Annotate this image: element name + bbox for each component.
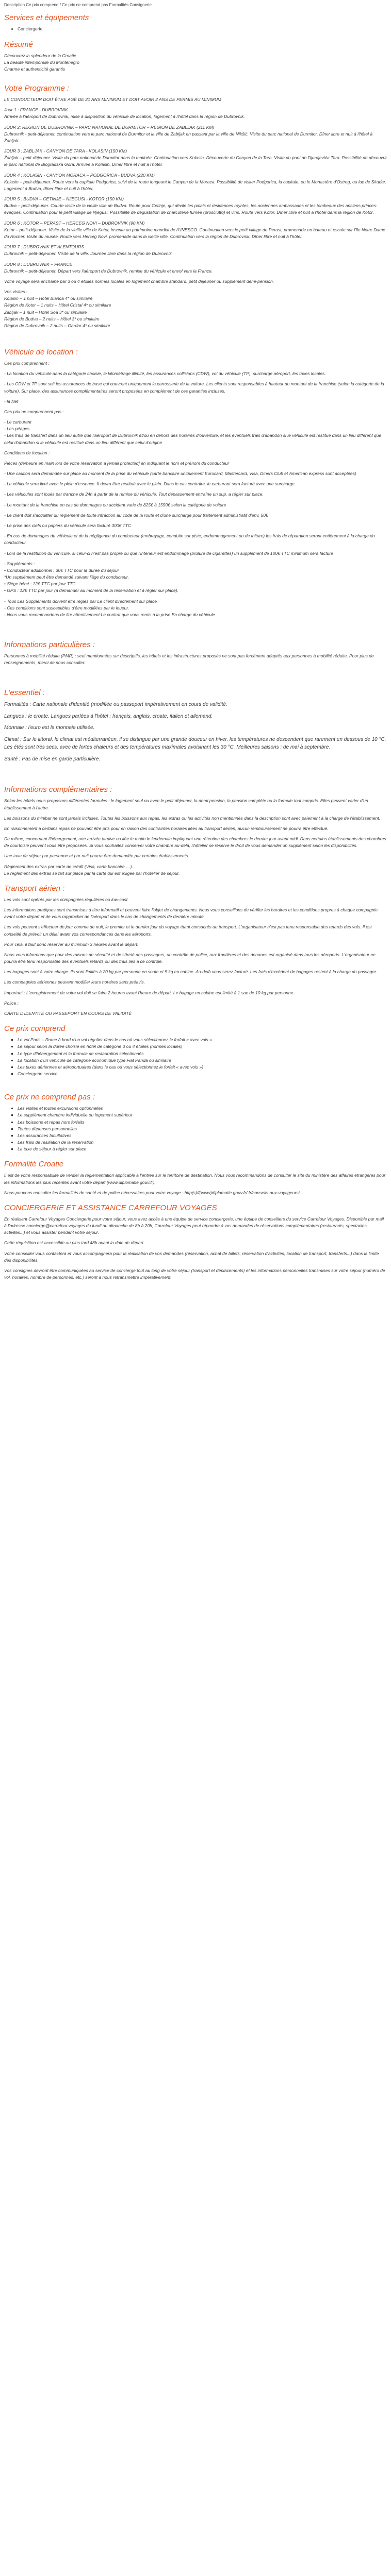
formalities-text: Il est de votre responsabilité de vérifier la réglementation applicable à l'entrée sur le territoire de destination. Nous vous recommandons de consulter le site du ministère des affaires étrangères pour les informations les plus récentes avant votre départ (www.diplomatie.gouv.fr). (4, 1173, 386, 1185)
resume-line: Charme et authenticité garantis (4, 66, 66, 72)
concierge-paragraph: Vos consignes devront être communiquées au service de concierge tout au long de votre séjour (transport et déplacements) et les informations personnelles transmises sur votre séjour (numéro de vol, horaires, nombre de personnes, etc.) seront à nous retransmettre impérativement. (4, 1267, 385, 1280)
complementary-paragraph: En raisonnement à certains repas ne pouvant être pris pour en raison des contraintes horaires liées au transport aérien, aucun remboursement ne pourra être effectué. (4, 825, 329, 831)
essentiel-paragraph: Langues : le croate. Langues parlées à l'hôtel : français, anglais, croate, italien et allemand. (4, 713, 213, 719)
included-item: ▪ Conciergerie service (18, 1071, 387, 1077)
breadcrumb[interactable]: Description Ce prix comprend / Ce prix ne comprend pas Formalités Consignerie (4, 3, 152, 7)
vehicle-paragraph: - la filet (4, 398, 19, 404)
day-heading: JOUR 4 : KOLASIN - CANYON MORACA – PODGORICA - BUDVA (220 KM) (4, 172, 155, 178)
condition-line: - Le client doit s'acquitter du règlement de toute infraction au code de la route et d'une surcharge pour traitement administratif d'env. 50€ (4, 512, 268, 518)
condition-line: - Tous Les Suppléments doivent être réglés par Le client directement sur place. (4, 598, 158, 604)
condition-line: - Lors de la restitution du véhicule, si celui-ci n'est pas propre ou que l'intérieur est endommagé (brûlure de cigarettes) un supplément de 100€ TTC minimum sera facturé (4, 550, 333, 556)
particular-info-title: Informations particulières : (4, 640, 95, 650)
particular-info-text: Personnes à mobilité réduite (PMR) : seul mentionnées sur descriptifs, les hôtels et les infrastructures proposés ne sont pas forcément adaptés aux personnes à mobilité réduite. Pour plus de renseignements, merci de nous consulter. (4, 653, 374, 666)
resume-title: Résumé (4, 40, 33, 49)
not-included-item: ▪ Les boissons et repas hors forfaits (18, 1119, 387, 1126)
essentiel-paragraph: Monnaie : l'euro est la monnaie utilisée. (4, 725, 95, 731)
day-heading: JOUR 3 : ZABLJAK - CANYON DE TARA - KOLASIN (150 KM) (4, 148, 127, 154)
complementary-paragraph: Les boissons du minibar ne sont jamais incluses. Toutes les boissons aux repas, les extras ou les activités non mentionnés dans la description sont avec paiement à la charge de l'établissement. (4, 815, 380, 821)
transport-paragraph: Pour cela, il faut donc réserver au minimum 3 heures avant le départ. (4, 941, 139, 947)
included-item: ▪ Le séjour selon la durée choisie en hôtel de catégorie 3 ou 4 étoiles (normes locales) (18, 1043, 387, 1050)
condition-line: - En cas de dommages du véhicule et de la négligence du conducteur (embrayage, conduite sur piste, endommagement ou de toiture) les frais de réparation seront entièrement à la charge du conducteur. (4, 533, 375, 546)
programme-note: Votre voyage sera enchaîné par 3 ou 4 étoiles normes locales en logement chambre standard, petit déjeuner ou supplément demi-pension. (4, 278, 274, 284)
essentiel-paragraph: Formalités : Carte nationale d'identité (modifiée ou passeport impérativement en cours de validité. (4, 702, 227, 708)
complementary-paragraph: De même, concernant l'hébergement, une arrivée tardive ou liée le matin le lendemain impliquant une rétention des chambres le dernier jour avant midi. Dans certains établissements des chambres de courtoisie peuvent vous être proposées. Si vous souhaitez conserver votre chambre au-delà, l'hôtelier se réserve le droit de vous demander un supplément selon les disponibilités. (4, 836, 386, 849)
programme-days (4, 107, 387, 275)
day-heading: JOUR 2: REGION DE DUBROVNIK – PARC NATIONAL DE DURMITOR – REGION DE ZABLJAK (211 KM) (4, 124, 215, 130)
not-included-title: Ce prix ne comprend pas : (4, 1093, 95, 1102)
vehicle-subtitle: Ces prix comprennent : (4, 361, 50, 366)
included-item: ▪ La location d'un véhicule de catégorie économique type Fiat Panda ou similaire (18, 1057, 387, 1064)
day-text: Dubrovnik - petit-déjeuner, continuation vers le parc national de Durmitor et la ville de Žabljak en passant par la ville de Nikšić. Visite du parc national de Durmitor. Dîner libre et nuit à l'hôtel à Žabljak. (4, 131, 373, 143)
day-heading: JOUR 8 : DUBROVNIK – FRANCE (4, 261, 73, 267)
resume-line: La beauté intemporelle du Monténégro (4, 59, 80, 65)
distances-title: Vos visites : (4, 289, 28, 295)
programme-title: Votre Programme : (4, 84, 70, 93)
transport-paragraph: Les vols sont opérés par les compagnies régulières ou low-cost. (4, 896, 129, 902)
day-text: Dubrovnik – petit-déjeuner. Visite de la ville. Journée libre dans la région de Dubrovnik. (4, 251, 173, 257)
resume-line: Découvrez la splendeur de la Croatie (4, 53, 76, 58)
included-item: ▪ Les taxes aériennes et aéroportuaires (dans le cas où vous sélectionnez le forfait « avec vols ») (18, 1064, 387, 1071)
formalities-title: Formalité Croatie (4, 1160, 64, 1169)
complementary-info-title: Informations complémentaires : (4, 785, 112, 794)
condition-line: - Ces conditions sont susceptibles d'être modifiées par le loueur. (4, 605, 129, 611)
distance-line: Région de Kotor – 1 nuits – Hôtel Cristal 4* ou similaire (4, 302, 111, 308)
included-item: ▪ Le vol Paris – Rome à bord d'un vol régulier dans le cas où vous sélectionnez le forfait « avec vols » (18, 1037, 387, 1043)
day-text: Kolasin – petit-déjeuner. Route vers la capitale Podgorica, suivi de la route longeant le Canyon de la Moraca. Possibilité de visiter Podgorica, la capitale, ou le Monastère d'Ostrog, ou lac de Skadar. Logement à Budva, dîner libre et nuit à l'hôtel. (4, 179, 386, 191)
programme-intro: LE CONDUCTEUR DOIT ÊTRE AGÉ DE 21 ANS MINIMUM ET DOIT AVOIR 2 ANS DE PERMIS AU MINIMUM (4, 97, 222, 103)
day-text: Žabljak – petit-déjeuner. Visite du parc national de Durmitor dans la matinée. Continuation vers Kolasin. Découverte du Canyon de la Tara. Visite du pont de Djurdjevića Tara. Possibilité de découvrir le parc national de Biogradska Gora. Arrivée à Kolasin. Dîner libre et nuit à l'hôtel. (4, 155, 387, 167)
not-included-item: ▪ Les assurances facultatives (18, 1132, 387, 1139)
included-item: ▪ Le type d'hébergement et la formule de restauration sélectionnés (18, 1050, 387, 1057)
distance-line: Région de Budva – 2 nuits – Hôtel 3* ou similaire (4, 316, 100, 321)
day-text: Arrivée à l'aéroport de Dubrovnik, mise à disposition du véhicule de location, logement à l'hôtel dans la région de Dubrovnik. (4, 114, 245, 120)
included-title: Ce prix comprend (4, 1024, 66, 1033)
included-list (4, 1037, 387, 1077)
distance-line: Région de Dubrovnik – 2 nuits – Gardar 4* ou similaire (4, 323, 110, 328)
condition-line: - Les véhicules sont loués par tranche de 24h à partir de la remise du véhicule. Tout dépassement entraîne un sup. a régler sur place. (4, 492, 264, 497)
vehicle-not-included-title: Ces prix ne comprennent pas : (4, 409, 64, 414)
transport-paragraph: Nous vous informons que pour des raisons de sécurité et de sûreté des passagers, un contrôle de police, aux frontières et des douanes est organisé dans tous les aéroports. L'organisateur ne pourra être tenu responsable des éventuels retards ou des frais liés à ce contrôle. (4, 952, 376, 964)
not-included-item: ▪ La taxe de séjour à régler sur place (18, 1146, 387, 1153)
transport-paragraph: Important : L'enregistrement de votre vol doit se faire 2 heures avant l'heure de départ. Le bagage en cabine est limité à 1 sac de 10 kg par personne. (4, 990, 295, 995)
concierge-paragraph: Votre conseiller vous contactera et vous accompagnera pour la réalisation de vos demandes (réservation, achat de billets, réservation d'activités, location de transport, transferts...) dans la limite des disponibilités. (4, 1250, 379, 1263)
services-list (4, 26, 387, 32)
condition-line: - Nous vous recommandons de lire attentivement Le contrat que vous remis à la prise En charge du véhicule (4, 612, 215, 617)
vehicle-paragraph: - Les CDW et TP sont soit les assurances de base qui couvrent uniquement la carrosserie de la voiture. Les clients sont responsables à hauteur du montant de la franchise (selon la catégorie de la voiture). Sur place, des assurances complémentaires seront proposées en complément de ces garanties incluses. (4, 381, 384, 394)
concierge-paragraph: En réalisant Carrefour Voyages Conciergerie pour votre séjour, vous avez accès à une équipe de service conciergerie, une équipe de conseillers du service Carrefour Voyages. Disponible par mail à l'adresse concierge@carrefour.voyages du lundi au dimanche de 8h à 20h, Carrefour Voyages peut répondre à vos demandes de réservations complémentaires (restaurants, spectacles, activités...) et vous assister pendant votre séjour. (4, 1216, 384, 1235)
complementary-paragraph: Selon les hôtels nous proposons différentes formules : le logement seul ou avec le petit déjeuner, la demi pension, la pension complète ou la formule tout compris. Elles peuvent varier d'un établissement à l'autre. (4, 798, 368, 810)
essentiel-paragraph: Santé : Pas de mise en garde particulière. (4, 756, 101, 762)
day-text: Budva – petit-déjeuner. Courte visite de la vieille ville de Budva. Route pour Cetinje, qui dévile les palais et résidences royales, les anciennes ambassades et les tombeaux des anciens princes-évêques. Continuation pour le petit village de Njegusi. Possibilité de dégustation de charcuterie fumée (prosciutto) et vins. Route vers Kotor. Dîner libre et nuit à l'hôtel dans la région de Kotor. (4, 203, 378, 215)
essentiel-title: L'essentiel : (4, 688, 45, 698)
vehicle-not-included-item: - Les péages (4, 426, 30, 432)
condition-line: - Le prise des clefs ou papiers du véhicule sera facturé 300€ TTC (4, 522, 132, 528)
services-item: • Conciergerie (18, 26, 387, 32)
distance-line: Zabljak – 1 nuit – Hotel Soa 3* ou similaire (4, 309, 87, 315)
vehicle-not-included-item: - Les frais de transfert dans un lieu autre que l'aéroport de Dubrovnik et/ou en dehors des horaires d'ouverture, et les éventuels frais d'abandon si le véhicule est restitué dans un lieu différent que celui d'abandon si le véhicule est restitué dans un lieu différent que celui d'origine (4, 433, 382, 445)
transport-paragraph: Les vols peuvent s'effectuer de jour comme de nuit, le premier et le dernier jour du voyage étant consacrés au transport. L'organisateur n'est pas tenu responsable des retards des vols. Il est conseillé de prévoir un délai avant vos correspondances dans les aéroports. (4, 924, 372, 937)
not-included-item: ▪ Toutes dépenses personnelles (18, 1126, 387, 1132)
air-transport-title: Transport aérien : (4, 884, 65, 893)
services-title: Services et équipements (4, 13, 89, 23)
day-heading: Jour 1 : FRANCE - DUBROVNIK (4, 107, 68, 113)
formalities-link[interactable]: Nous pouvons consulter les formalités de santé et de police nécessaires pour votre voyage : http(s)//(www)diplomatie.gouv.fr/ fr/conseils-aux-voyageurs/ (4, 1190, 300, 1195)
day-heading: JOUR 5 : BUDVA – CETINJE – NJEGUSI - KOTOR (150 KM) (4, 196, 124, 202)
condition-line: • Siège bébé : 12€ TTC par jour TTC (4, 581, 76, 587)
transport-paragraph: Les compagnies aériennes peuvent modifier leurs horaires sans préavis. (4, 979, 145, 985)
day-heading: JOUR 6 : KOTOR – PERAST – HERCEG NOVI – DUBROVNIK (90 KM) (4, 220, 145, 226)
concierge-paragraph: Cette réquisition est accessible au plus tard 48h avant la date de départ. (4, 1240, 145, 1246)
condition-line: • Conducteur additionnel : 30€ TTC pour la durée du séjour (4, 567, 119, 573)
distance-line: Kolasin – 1 nuit – Hôtel Bianca 4* ou similaire (4, 296, 93, 301)
vehicle-not-included-item: - Le carburant (4, 419, 31, 425)
condition-line: - Le véhicule sera livré avec le plein d'essence. Il devra être restitué avec le plein. Dans le cas contraire, le carburant sera facturé avec une surcharge. (4, 481, 296, 487)
condition-line: - Une caution sera demandée sur place au moment de la prise du véhicule (carte bancaire uniquement Eurocard, Mastercard, Visa, Diners Club et American express sont acceptées) (4, 471, 356, 477)
transport-paragraph: CARTE D'IDENTITÉ OU PASSEPORT EN COURS DE VALIDITÉ (4, 1011, 132, 1016)
not-included-item: ▪ Le supplément chambre individuelle ou logement supérieur (18, 1112, 387, 1118)
transport-paragraph: Police : (4, 1000, 19, 1006)
not-included-item: ▪ Les visites et toutes excursions optionnelles (18, 1105, 387, 1112)
condition-line: - Le montant de la franchise en cas de dommages ou accident varie de 825€ à 1550€ selon la catégorie de voiture (4, 502, 226, 507)
conditions-title: Conditions de location : (4, 450, 50, 455)
not-included-list (4, 1105, 387, 1153)
condition-line: - Suppléments : (4, 561, 35, 566)
complementary-paragraph: Une taxe de séjour par personne et par nuit pourra être demandée par certains établissements. (4, 853, 189, 859)
transport-paragraph: Les informations pratiques sont transmises à titre informatif et peuvent faire l'objet de changements. Nous vous conseillons de vérifier les horaires et les conditions propres à chaque compagnie avant votre départ et de vous rapprocher de l'aéroport dans le cas de changements de dernière minute. (4, 907, 378, 920)
essentiel-paragraph: Climat : Sur le littoral, le climat est méditerranéen, il se distingue par une grande douceur en hiver, les températures ne descendent que rarement en dessous de 10 °C. Les étés sont très secs, avec de fortes chaleurs et des températures maximales avoisinant les 30 °C. Meilleures saisons : de mai à septembre. (4, 736, 386, 751)
complementary-paragraph: Le règlement des extras se fait sur place par la carte qui est exigée par l'hôtelier de séjour. (4, 870, 180, 876)
condition-line: *Un supplément peut être demandé suivant l'âge du conducteur. (4, 574, 129, 580)
complementary-paragraph: Règlement des extras par carte de crédit (Visa, carte bancaire …). (4, 863, 133, 869)
vehicle-paragraph: - La location du véhicule dans la catégorie choisie, le kilométrage illimité, les assurances collisions (CDW), vol du véhicule (TP), surcharge aéroport, les taxes locales. (4, 371, 326, 377)
not-included-item: ▪ Les frais de résiliation de la réservation (18, 1139, 387, 1146)
concierge-title: CONCIERGERIE ET ASSISTANCE CARREFOUR VOYAGES (4, 1203, 217, 1212)
day-text: Kotor – petit-déjeuner. Visite de la vieille ville de Kotor, inscrite au patrimoine mondial de l'UNESCO. Continuation vers le petit village de Perast, promenade en bateau et escale sur l'île Notre Dame du Rocher. Visite du musée. Route vers Herceg Novi, promenade dans la vieille ville. Continuation vers la région de Dubrovnik. Dîner libre et nuit à l'hôtel. (4, 227, 385, 239)
vehicle-title: Véhicule de location : (4, 348, 78, 357)
condition-line: • GPS : 12€ TTC par jour (à demander au moment de la réservation et à régler sur place). (4, 588, 178, 594)
transport-paragraph: Les bagages sont à votre charge. Ils sont limités à 20 kg par personne en soute et 5 kg en cabine. Au-delà vous serez facturé. Les frais d'excédent de bagages restent à la charge du passager. (4, 969, 377, 975)
condition-line: Pièces (demeure en main lors de votre réservation à [email protected] en indiquant le nom et prénom du conducteur (4, 460, 230, 466)
day-text: Dubrovnik – petit-déjeuner. Départ vers l'aéroport de Dubrovnik, remise du véhicule et envol vers la France. (4, 268, 213, 274)
day-heading: JOUR 7 : DUBROVNIK ET ALENTOURS (4, 244, 84, 250)
